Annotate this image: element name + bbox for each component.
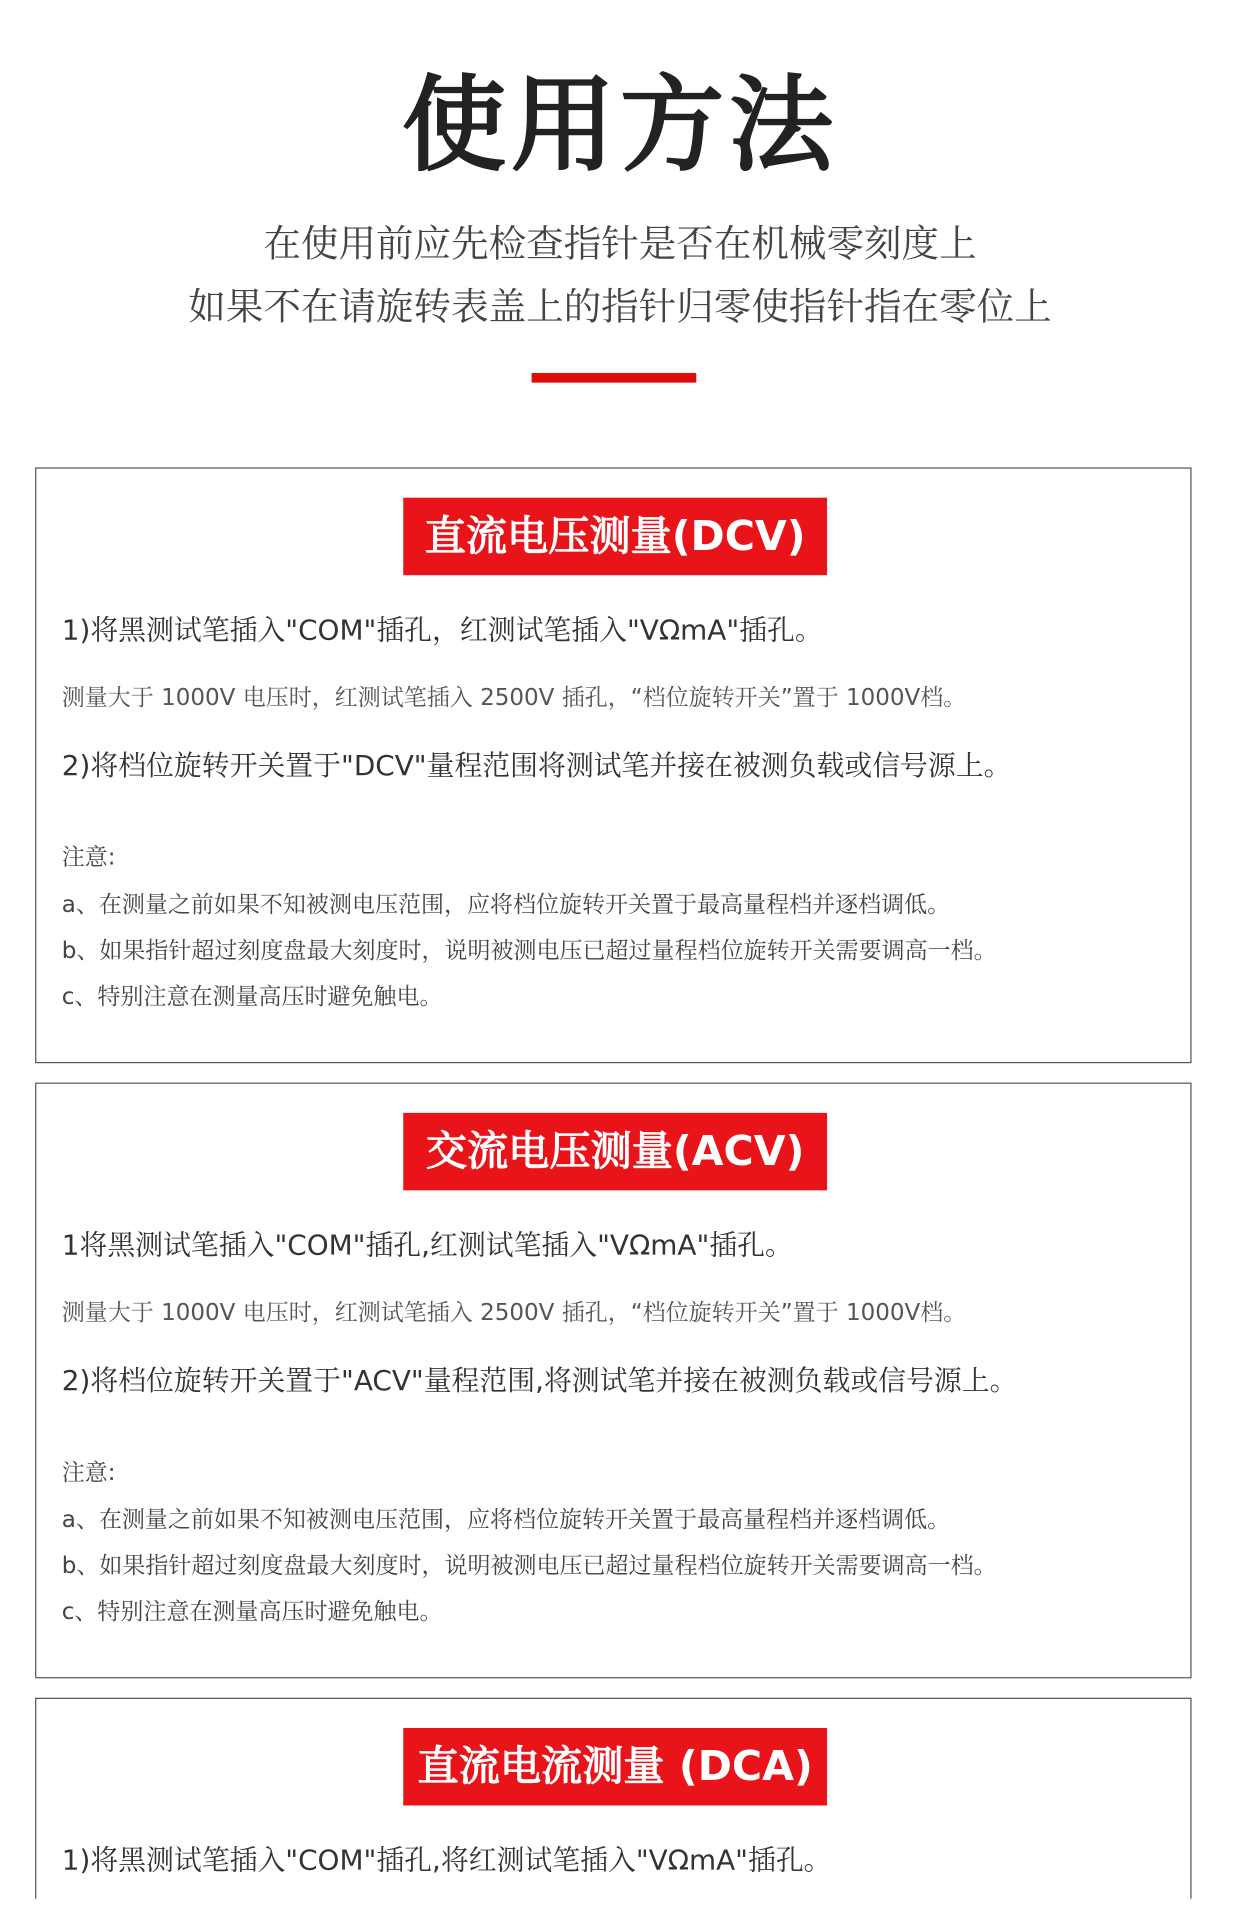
- note-label: 注意:: [61, 844, 116, 871]
- note-item-b: b、如果指针超过刻度盘最大刻度时，说明被测电压已超过量程档位旋转开关需要调高一档。: [61, 937, 997, 964]
- note-item-c: c、特别注意在测量高压时避免触电。: [61, 983, 443, 1010]
- page-title: 使用方法: [402, 65, 838, 187]
- step-2: 2)将档位旋转开关置于"DCV"量程范围将测试笔并接在被测负载或信号源上。: [61, 750, 1012, 783]
- step-2: 2)将档位旋转开关置于"ACV"量程范围,将测试笔并接在被测负载或信号源上。: [61, 1365, 1018, 1398]
- note-item-a: a、在测量之前如果不知被测电压范围，应将档位旋转开关置于最高量程档并逐档调低。: [61, 1506, 951, 1534]
- note-label: 注意:: [61, 1459, 116, 1486]
- note-item-b: b、如果指针超过刻度盘最大刻度时，说明被测电压已超过量程档位旋转开关需要调高一档。: [61, 1552, 997, 1580]
- step-detail: 测量大于 1000V 电压时，红测试笔插入 2500V 插孔，“档位旋转开关”置于 1000V档。: [61, 1299, 967, 1326]
- note-item-a: a、在测量之前如果不知被测电压范围，应将档位旋转开关置于最高量程档并逐档调低。: [61, 891, 951, 918]
- step-detail: 测量大于 1000V 电压时，红测试笔插入 2500V 插孔，“档位旋转开关”置于 1000V档。: [61, 684, 967, 711]
- section-dca: [35, 1698, 1191, 1899]
- accent-divider: [532, 373, 697, 383]
- step-1: 1)将黑测试笔插入"COM"插孔，红测试笔插入"VΩmA"插孔。: [61, 615, 823, 647]
- subtitle-line-2: 如果不在请旋转表盖上的指针归零使指针指在零位上: [188, 285, 1052, 330]
- step-1: 1)将黑测试笔插入"COM"插孔,将红测试笔插入"VΩmA"插孔。: [61, 1845, 832, 1877]
- subtitle-line-1: 在使用前应先检查指针是否在机械零刻度上: [263, 222, 977, 267]
- note-item-c: c、特别注意在测量高压时避免触电。: [61, 1598, 443, 1626]
- section-title: 直流电压测量(DCV): [403, 498, 827, 576]
- section-title: 直流电流测量 (DCA): [403, 1728, 827, 1806]
- section-title: 交流电压测量(ACV): [403, 1113, 827, 1191]
- section-acv: [35, 1083, 1191, 1679]
- section-dcv: [35, 467, 1191, 1063]
- step-1: 1将黑测试笔插入"COM"插孔,红测试笔插入"VΩmA"插孔。: [61, 1230, 793, 1262]
